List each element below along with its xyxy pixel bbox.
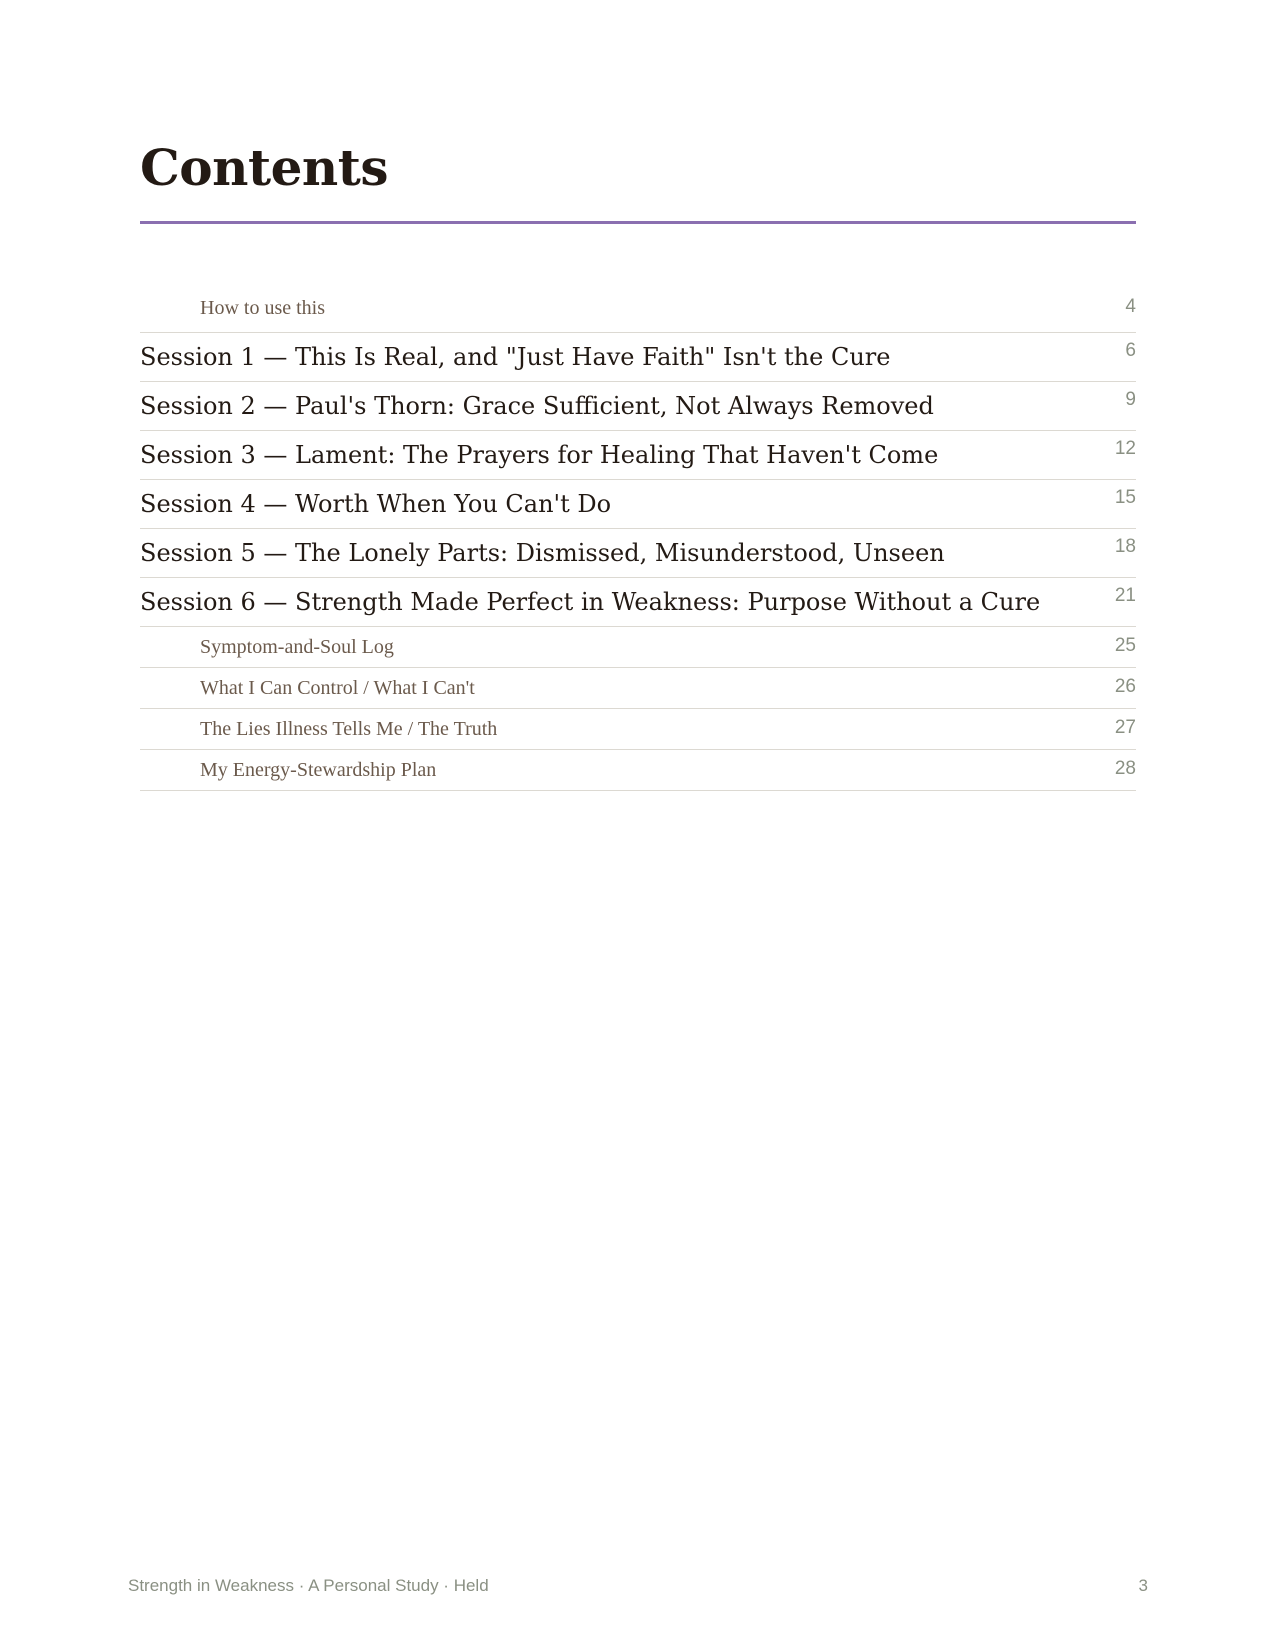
toc-entry-page: 9 (1125, 389, 1136, 410)
toc-entry-label: How to use this (200, 297, 325, 319)
toc-entry-energy-plan[interactable] (140, 750, 1136, 791)
toc-entry-label: Session 5 — The Lonely Parts: Dismissed, Misunderstood, Unseen (140, 539, 945, 567)
toc-entry-label: The Lies Illness Tells Me / The Truth (200, 718, 498, 740)
toc-entry-how-to-use[interactable] (140, 290, 1136, 333)
toc-entry-page: 4 (1125, 296, 1136, 317)
toc-entry-symptom-log[interactable] (140, 627, 1136, 668)
toc-entry-control[interactable] (140, 668, 1136, 709)
toc-entry-label: My Energy-Stewardship Plan (200, 759, 437, 781)
toc-entry-page: 26 (1114, 676, 1136, 697)
toc-entry-page: 18 (1114, 536, 1136, 557)
toc-entry-label: Session 6 — Strength Made Perfect in Weakness: Purpose Without a Cure (140, 588, 1041, 616)
toc-entry-page: 21 (1114, 585, 1136, 606)
toc-entry-label: Symptom-and-Soul Log (200, 636, 394, 658)
page-title: Contents (140, 138, 389, 197)
toc-entry-session-4[interactable] (140, 480, 1136, 529)
footer-page-number: 3 (1138, 1576, 1148, 1595)
toc-entry-label: Session 4 — Worth When You Can't Do (140, 490, 612, 518)
toc-entry-page: 6 (1125, 340, 1136, 361)
toc-entry-page: 25 (1114, 635, 1136, 656)
toc-entry-lies-truth[interactable] (140, 709, 1136, 750)
toc-entry-label: What I Can Control / What I Can't (200, 677, 475, 699)
footer-text: Strength in Weakness · A Personal Study · Held (128, 1576, 489, 1595)
toc-entry-session-6[interactable] (140, 578, 1136, 627)
title-rule (140, 221, 1136, 224)
table-of-contents (140, 290, 1136, 791)
toc-entry-page: 27 (1114, 717, 1136, 738)
toc-entry-label: Session 2 — Paul's Thorn: Grace Sufficient, Not Always Removed (140, 392, 934, 420)
toc-entry-session-5[interactable] (140, 529, 1136, 578)
toc-entry-page: 28 (1114, 758, 1136, 779)
toc-entry-label: Session 1 — This Is Real, and "Just Have Faith" Isn't the Cure (140, 343, 891, 371)
toc-entry-session-1[interactable] (140, 333, 1136, 382)
toc-entry-label: Session 3 — Lament: The Prayers for Healing That Haven't Come (140, 441, 939, 469)
toc-entry-session-2[interactable] (140, 382, 1136, 431)
toc-entry-page: 15 (1114, 487, 1136, 508)
toc-entry-session-3[interactable] (140, 431, 1136, 480)
toc-entry-page: 12 (1114, 438, 1136, 459)
